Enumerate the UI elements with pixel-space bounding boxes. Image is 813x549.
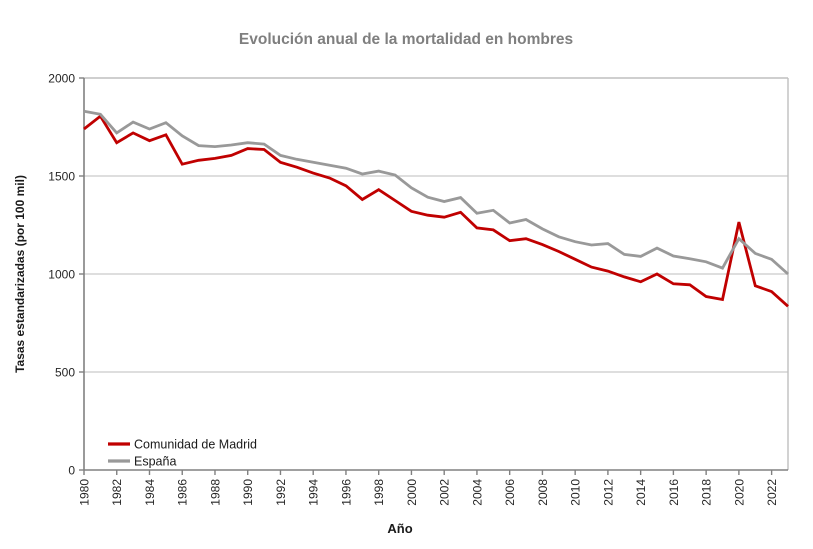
y-tick-label: 2000	[48, 71, 75, 86]
x-tick-label: 2020	[732, 479, 747, 506]
x-tick-label: 2012	[601, 479, 616, 506]
legend	[108, 438, 257, 469]
data-series	[84, 111, 788, 306]
x-tick-label: 1992	[273, 479, 288, 506]
x-tick-label: 1998	[372, 479, 387, 506]
y-axis-ticks	[48, 72, 84, 478]
x-tick-label: 1994	[306, 479, 321, 506]
chart-title: Evolución anual de la mortalidad en hombres	[238, 31, 574, 48]
x-tick-label: 2004	[470, 479, 485, 506]
y-tick-label: 1000	[48, 267, 75, 282]
x-tick-label: 2008	[535, 479, 550, 506]
x-axis-ticks	[78, 470, 780, 506]
series-line-comunidad-de-madrid	[84, 116, 788, 306]
x-tick-label: 2014	[634, 479, 649, 506]
legend-label: Comunidad de Madrid	[134, 437, 257, 452]
y-tick-label: 0	[68, 463, 75, 478]
x-tick-label: 1986	[175, 479, 190, 506]
x-tick-label: 1988	[208, 479, 223, 506]
x-tick-label: 1990	[241, 479, 256, 506]
x-axis-title: Año	[387, 521, 413, 536]
x-tick-label: 2000	[404, 479, 419, 506]
y-tick-label: 500	[54, 365, 75, 380]
x-tick-label: 1982	[110, 479, 125, 506]
y-axis-title: Tasas estandarizadas (por 100 mil)	[13, 175, 27, 373]
legend-label: España	[134, 454, 177, 469]
gridlines	[84, 176, 788, 372]
x-tick-label: 1980	[77, 479, 92, 506]
x-tick-label: 2010	[568, 479, 583, 506]
x-tick-label: 2022	[765, 479, 780, 506]
x-tick-label: 1984	[142, 479, 157, 506]
x-tick-label: 1996	[339, 479, 354, 506]
x-tick-label: 2016	[666, 479, 681, 506]
y-tick-label: 1500	[48, 169, 75, 184]
x-tick-label: 2018	[699, 479, 714, 506]
x-tick-label: 2002	[437, 479, 452, 506]
x-tick-label: 2006	[503, 479, 518, 506]
series-line-espa-a	[84, 111, 788, 274]
